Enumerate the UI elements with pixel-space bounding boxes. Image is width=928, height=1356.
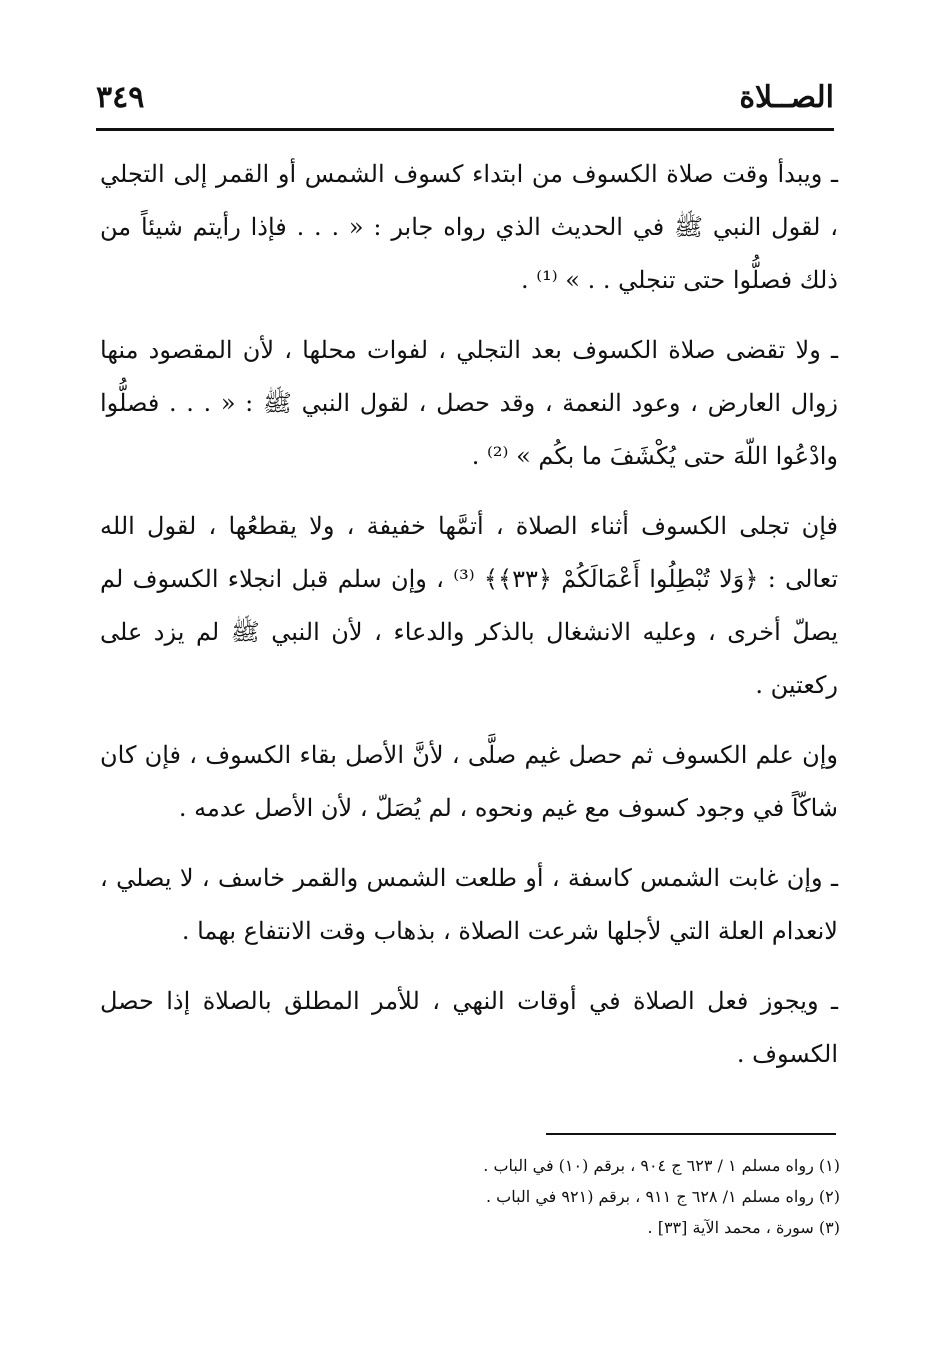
- chapter-title: الصــلاة: [739, 80, 834, 115]
- page-number: ٣٤٩: [96, 80, 145, 115]
- paragraph-forbidden-times: ـ ويجوز فعل الصلاة في أوقات النهي ، للأمر المطلق بالصلاة إذا حصل الكسوف .: [100, 987, 838, 1068]
- footnote-2: (٢) رواه مسلم ١/ ٦٢٨ ج ٩١١ ، برقم (٩٢١ في الباب .: [485, 1187, 840, 1206]
- main-text: [100, 148, 838, 1098]
- paragraph-clearing-during-prayer: فإن تجلى الكسوف أثناء الصلاة ، أتمَّها خفيفة ، ولا يقطعُها ، لقول الله تعالى : ﴿وَلا تُبْطِلُوا أَعْمَالَكُمْ ﴿٣٣﴾﴾ ⁽³⁾ ، وإن سلم قبل انجلاء الكسوف لم يصلّ أخرى ، وعليه الانشغال بالذكر والدعاء ، لأن النبي ﷺ لم يزد على ركعتين .: [100, 512, 838, 699]
- paragraph-start-time: ـ ويبدأ وقت صلاة الكسوف من ابتداء كسوف الشمس أو القمر إلى التجلي ، لقول النبي ﷺ في الحديث الذي رواه جابر : « . . . فإذا رأيتم شيئاً من ذلك فصلُّوا حتى تنجلي . . » ⁽¹⁾ .: [100, 160, 838, 294]
- footnote-3: (٣) سورة ، محمد الآية [٣٣] .: [647, 1218, 840, 1237]
- footnote-divider: [546, 1133, 836, 1135]
- header-divider: [96, 128, 834, 131]
- footnotes: [200, 1150, 840, 1243]
- page-header: [96, 74, 834, 126]
- paragraph-clouds: وإن علم الكسوف ثم حصل غيم صلَّى ، لأنَّ الأصل بقاء الكسوف ، فإن كان شاكّاً في وجود كسوف مع غيم ونحوه ، لم يُصَلّ ، لأن الأصل عدمه .: [100, 741, 838, 822]
- footnote-1: (١) رواه مسلم ١ / ٦٢٣ ج ٩٠٤ ، برقم (١٠) في الباب .: [483, 1156, 840, 1175]
- paragraph-no-makeup: ـ ولا تقضى صلاة الكسوف بعد التجلي ، لفوات محلها ، لأن المقصود منها زوال العارض ، وعود النعمة ، وقد حصل ، لقول النبي ﷺ : « . . . فصلُّوا وادْعُوا اللّهَ حتى يُكْشَفَ ما بكُم » ⁽²⁾ .: [100, 336, 838, 470]
- paragraph-sunset-sunrise: ـ وإن غابت الشمس كاسفة ، أو طلعت الشمس والقمر خاسف ، لا يصلي ، لانعدام العلة التي لأجلها شرعت الصلاة ، بذهاب وقت الانتفاع بهما .: [100, 864, 838, 945]
